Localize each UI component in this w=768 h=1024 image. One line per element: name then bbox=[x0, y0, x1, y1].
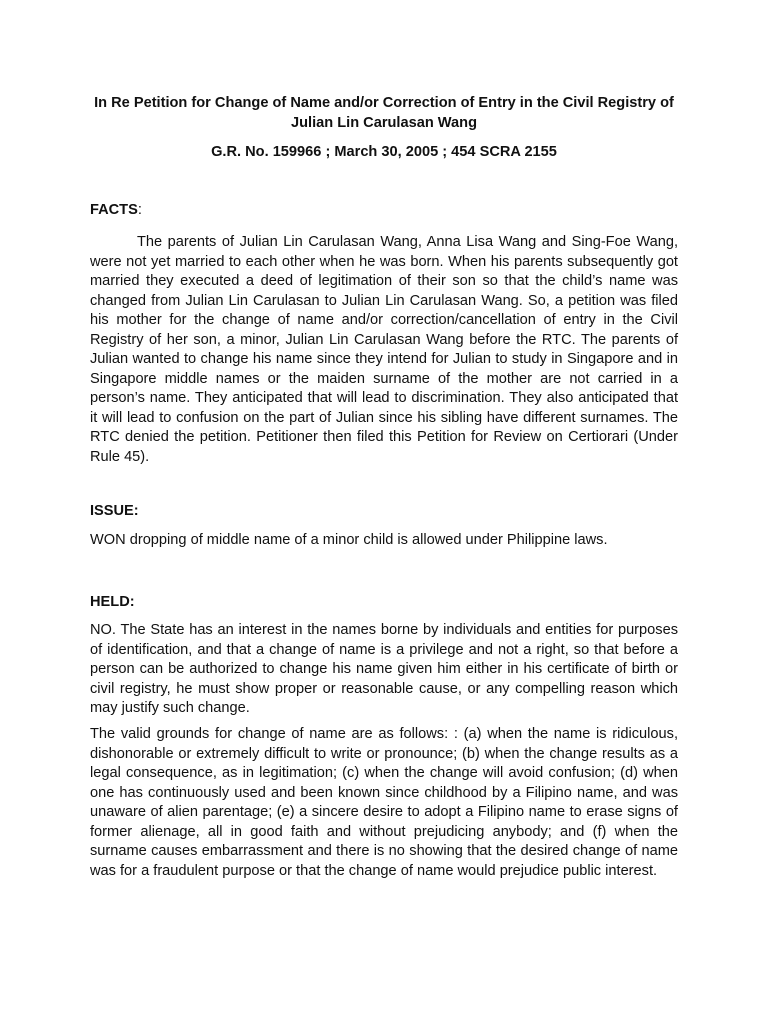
facts-heading-colon: : bbox=[137, 202, 142, 218]
facts-heading bbox=[90, 200, 142, 220]
case-citation: G.R. No. 159966 ; March 30, 2005 ; 454 SCRA 2155 bbox=[211, 144, 557, 160]
held-heading: HELD: bbox=[90, 594, 135, 610]
facts-paragraph: The parents of Julian Lin Carulasan Wang, Anna Lisa Wang and Sing-Foe Wang, were not yet married to each other when he was born. When his parents subsequently got married they executed a deed of legitimation of their son so that the child’s name was changed from Julian Lin Carulasan to Julian Lin Carulasan Wang. So, a petition was filed his mother for the change of name and/or correction/cancellation of entry in the Civil Registry of her son, a minor, Julian Lin Carulasan Wang before the RTC. The parents of Julian wanted to change his name since they intend for Julian to study in Singapore and in Singapore middle names or the maiden surname of the mother are not carried in a person’s name. They anticipated that will lead to discrimination. They also anticipated that it will lead to confusion on the part of Julian since his sibling have different surnames. The RTC denied the petition. Petitioner then filed this Petition for Review on Certiorari (Under Rule 45). bbox=[90, 234, 678, 465]
facts-heading-label: FACTS bbox=[90, 202, 138, 218]
held-paragraph-1: NO. The State has an interest in the names borne by individuals and entities for purposes of identification, and that a change of name is a privilege and not a right, so that before a person can be authorized to change his name given him either in his certificate of birth or civil registry, he must show proper or reasonable cause, or any compelling reason which may justify such change. bbox=[90, 622, 678, 716]
issue-paragraph: WON dropping of middle name of a minor child is allowed under Philippine laws. bbox=[90, 532, 608, 548]
document-title: In Re Petition for Change of Name and/or Correction of Entry in the Civil Registry of Julian Lin Carulasan Wang bbox=[94, 95, 674, 131]
held-paragraph-2: The valid grounds for change of name are as follows: : (a) when the name is ridiculous, dishonorable or extremely difficult to write or pronounce; (b) when the change results as a legal consequence, as in legitimation; (c) when the change will avoid confusion; (d) when one has continuously used and been known since childhood by a Filipino name, and was unaware of alien parentage; (e) a sincere desire to adopt a Filipino name to erase signs of former alienage, all in good faith and without prejudicing anybody; and (f) when the surname causes embarrassment and there is no showing that the desired change of name was for a fraudulent purpose or that the change of name would prejudice public interest. bbox=[90, 726, 678, 879]
issue-heading: ISSUE: bbox=[90, 503, 139, 519]
